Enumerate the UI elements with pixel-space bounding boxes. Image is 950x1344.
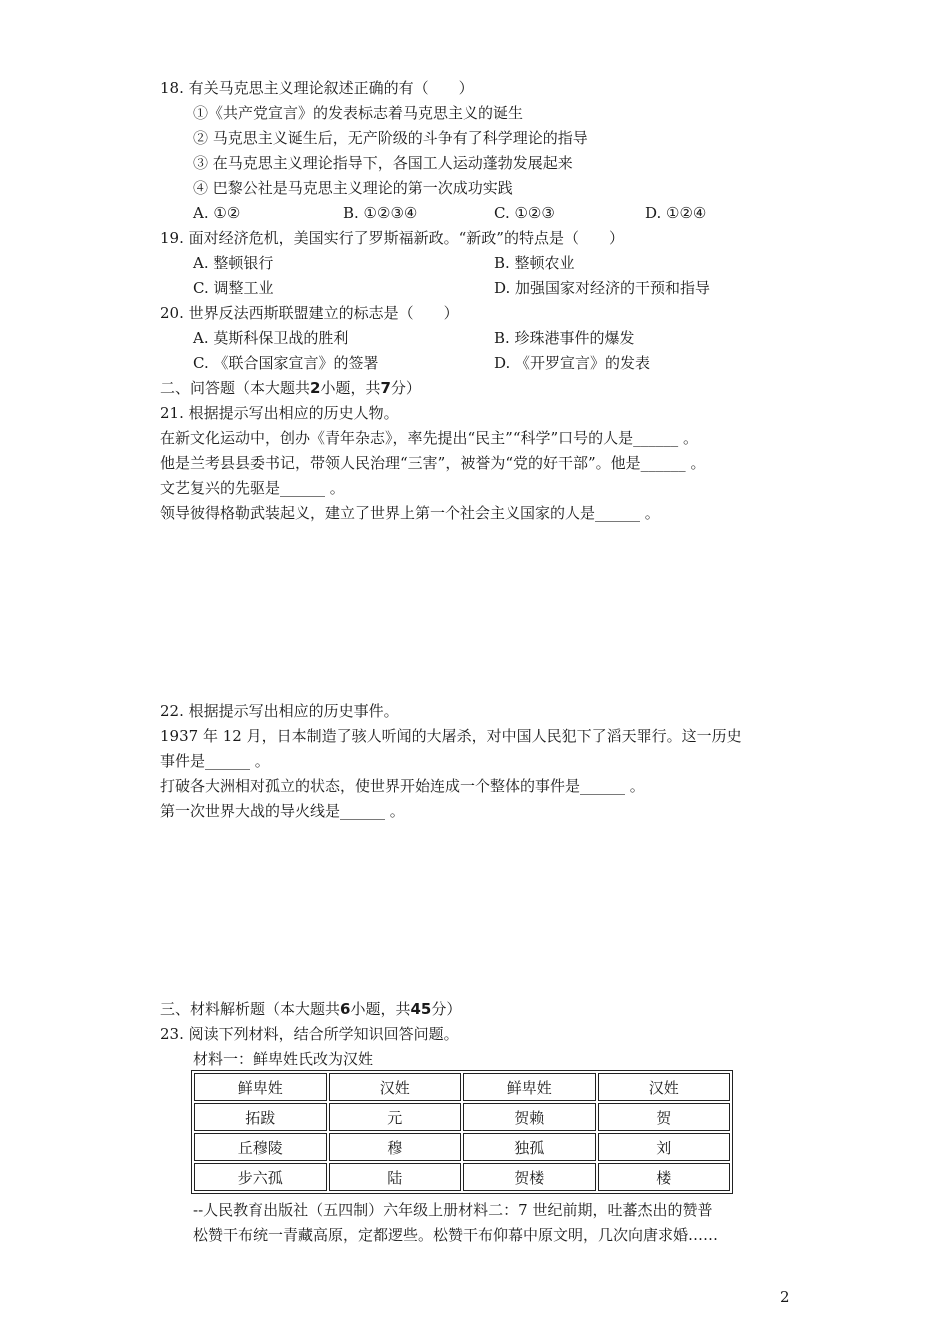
q20-option-c: C. 《联合国家宣言》的签署 (193, 354, 379, 372)
table-header-cell: 鲜卑姓 (194, 1073, 327, 1101)
table-row (194, 1163, 730, 1191)
q18-option-b: B. ①②③④ (343, 204, 418, 222)
q19-stem: 19. 面对经济危机，美国实行了罗斯福新政。“新政”的特点是（ ） (160, 229, 624, 247)
table-cell: 陆 (329, 1163, 462, 1191)
q20-option-b: B. 珍珠港事件的爆发 (494, 329, 635, 347)
q21-line-1: 在新文化运动中，创办《青年杂志》，率先提出“民主”“科学”口号的人是______ 。 (160, 429, 698, 447)
q20-stem: 20. 世界反法西斯联盟建立的标志是（ ） (160, 304, 459, 322)
table-cell: 贺楼 (463, 1163, 596, 1191)
section-3-mid: 小题，共 (350, 1000, 411, 1018)
q18-statement-4: ④ 巴黎公社是马克思主义理论的第一次成功实践 (193, 179, 513, 197)
table-cell: 元 (329, 1103, 462, 1131)
table-cell: 步六孤 (194, 1163, 327, 1191)
q21-line-2: 他是兰考县县委书记，带领人民治理“三害”，被誉为“党的好干部”。他是______ 。 (160, 454, 706, 472)
table-row (194, 1103, 730, 1131)
section-2-heading (160, 378, 421, 398)
section-2-mid: 小题，共 (320, 379, 381, 397)
section-3-score: 45 (410, 1000, 432, 1018)
table-row (194, 1133, 730, 1161)
section-3-heading (160, 999, 461, 1019)
q22-line-4: 第一次世界大战的导火线是______ 。 (160, 802, 405, 820)
section-3-suffix: 分） (431, 1000, 462, 1018)
q18-statement-2: ② 马克思主义诞生后，无产阶级的斗争有了科学理论的指导 (193, 129, 588, 147)
q18-option-a: A. ①② (193, 204, 241, 222)
q20-option-d: D. 《开罗宣言》的发表 (494, 354, 651, 372)
q18-statement-3: ③ 在马克思主义理论指导下，各国工人运动蓬勃发展起来 (193, 154, 573, 172)
q21-line-4: 领导彼得格勒武装起义，建立了世界上第一个社会主义国家的人是______ 。 (160, 504, 660, 522)
q19-option-a: A. 整顿银行 (193, 254, 274, 272)
table-cell: 贺赖 (463, 1103, 596, 1131)
q23-source-line: --人民教育出版社（五四制）六年级上册材料二：7 世纪前期，吐蕃杰出的赞普 (193, 1201, 713, 1219)
table-header-cell: 汉姓 (329, 1073, 462, 1101)
section-2-count: 2 (310, 379, 321, 397)
q22-line-2: 事件是______ 。 (160, 752, 270, 770)
table-cell: 拓跋 (194, 1103, 327, 1131)
q19-option-d: D. 加强国家对经济的干预和指导 (494, 279, 711, 297)
section-3-prefix: 三、材料解析题（本大题共 (160, 1000, 341, 1018)
q22-stem: 22. 根据提示写出相应的历史事件。 (160, 702, 399, 720)
surname-table (191, 1070, 733, 1194)
table-cell: 贺 (598, 1103, 731, 1131)
q23-material-2-continued: 松赞干布统一青藏高原，定都逻些。松赞干布仰幕中原文明，几次向唐求婚…… (193, 1226, 719, 1244)
section-2-suffix: 分） (390, 379, 421, 397)
table-cell: 楼 (598, 1163, 731, 1191)
table-cell: 穆 (329, 1133, 462, 1161)
table-header-cell: 汉姓 (598, 1073, 731, 1101)
section-2-prefix: 二、问答题（本大题共 (160, 379, 311, 397)
table-header-row (194, 1073, 730, 1101)
q22-line-1: 1937 年 12 月，日本制造了骇人听闻的大屠杀，对中国人民犯下了滔天罪行。这一历史 (160, 727, 742, 745)
q22-line-3: 打破各大洲相对孤立的状态，使世界开始连成一个整体的事件是______ 。 (160, 777, 645, 795)
section-2-score: 7 (380, 379, 391, 397)
q18-option-d: D. ①②④ (645, 204, 707, 222)
q21-stem: 21. 根据提示写出相应的历史人物。 (160, 404, 399, 422)
q18-stem: 18. 有关马克思主义理论叙述正确的有（ ） (160, 79, 474, 97)
q18-option-c: C. ①②③ (494, 204, 555, 222)
page-number: 2 (780, 1288, 790, 1306)
q18-statement-1: ①《共产党宣言》的发表标志着马克思主义的诞生 (193, 104, 524, 122)
q19-option-b: B. 整顿农业 (494, 254, 575, 272)
q21-line-3: 文艺复兴的先驱是______ 。 (160, 479, 345, 497)
table-cell: 独孤 (463, 1133, 596, 1161)
q23-stem: 23. 阅读下列材料，结合所学知识回答问题。 (160, 1025, 459, 1043)
table-header-cell: 鲜卑姓 (463, 1073, 596, 1101)
section-3-count: 6 (340, 1000, 351, 1018)
q23-material-1-title: 材料一：鲜卑姓氏改为汉姓 (193, 1050, 374, 1068)
table-cell: 丘穆陵 (194, 1133, 327, 1161)
q20-option-a: A. 莫斯科保卫战的胜利 (193, 329, 349, 347)
q19-option-c: C. 调整工业 (193, 279, 274, 297)
table-cell: 刘 (598, 1133, 731, 1161)
